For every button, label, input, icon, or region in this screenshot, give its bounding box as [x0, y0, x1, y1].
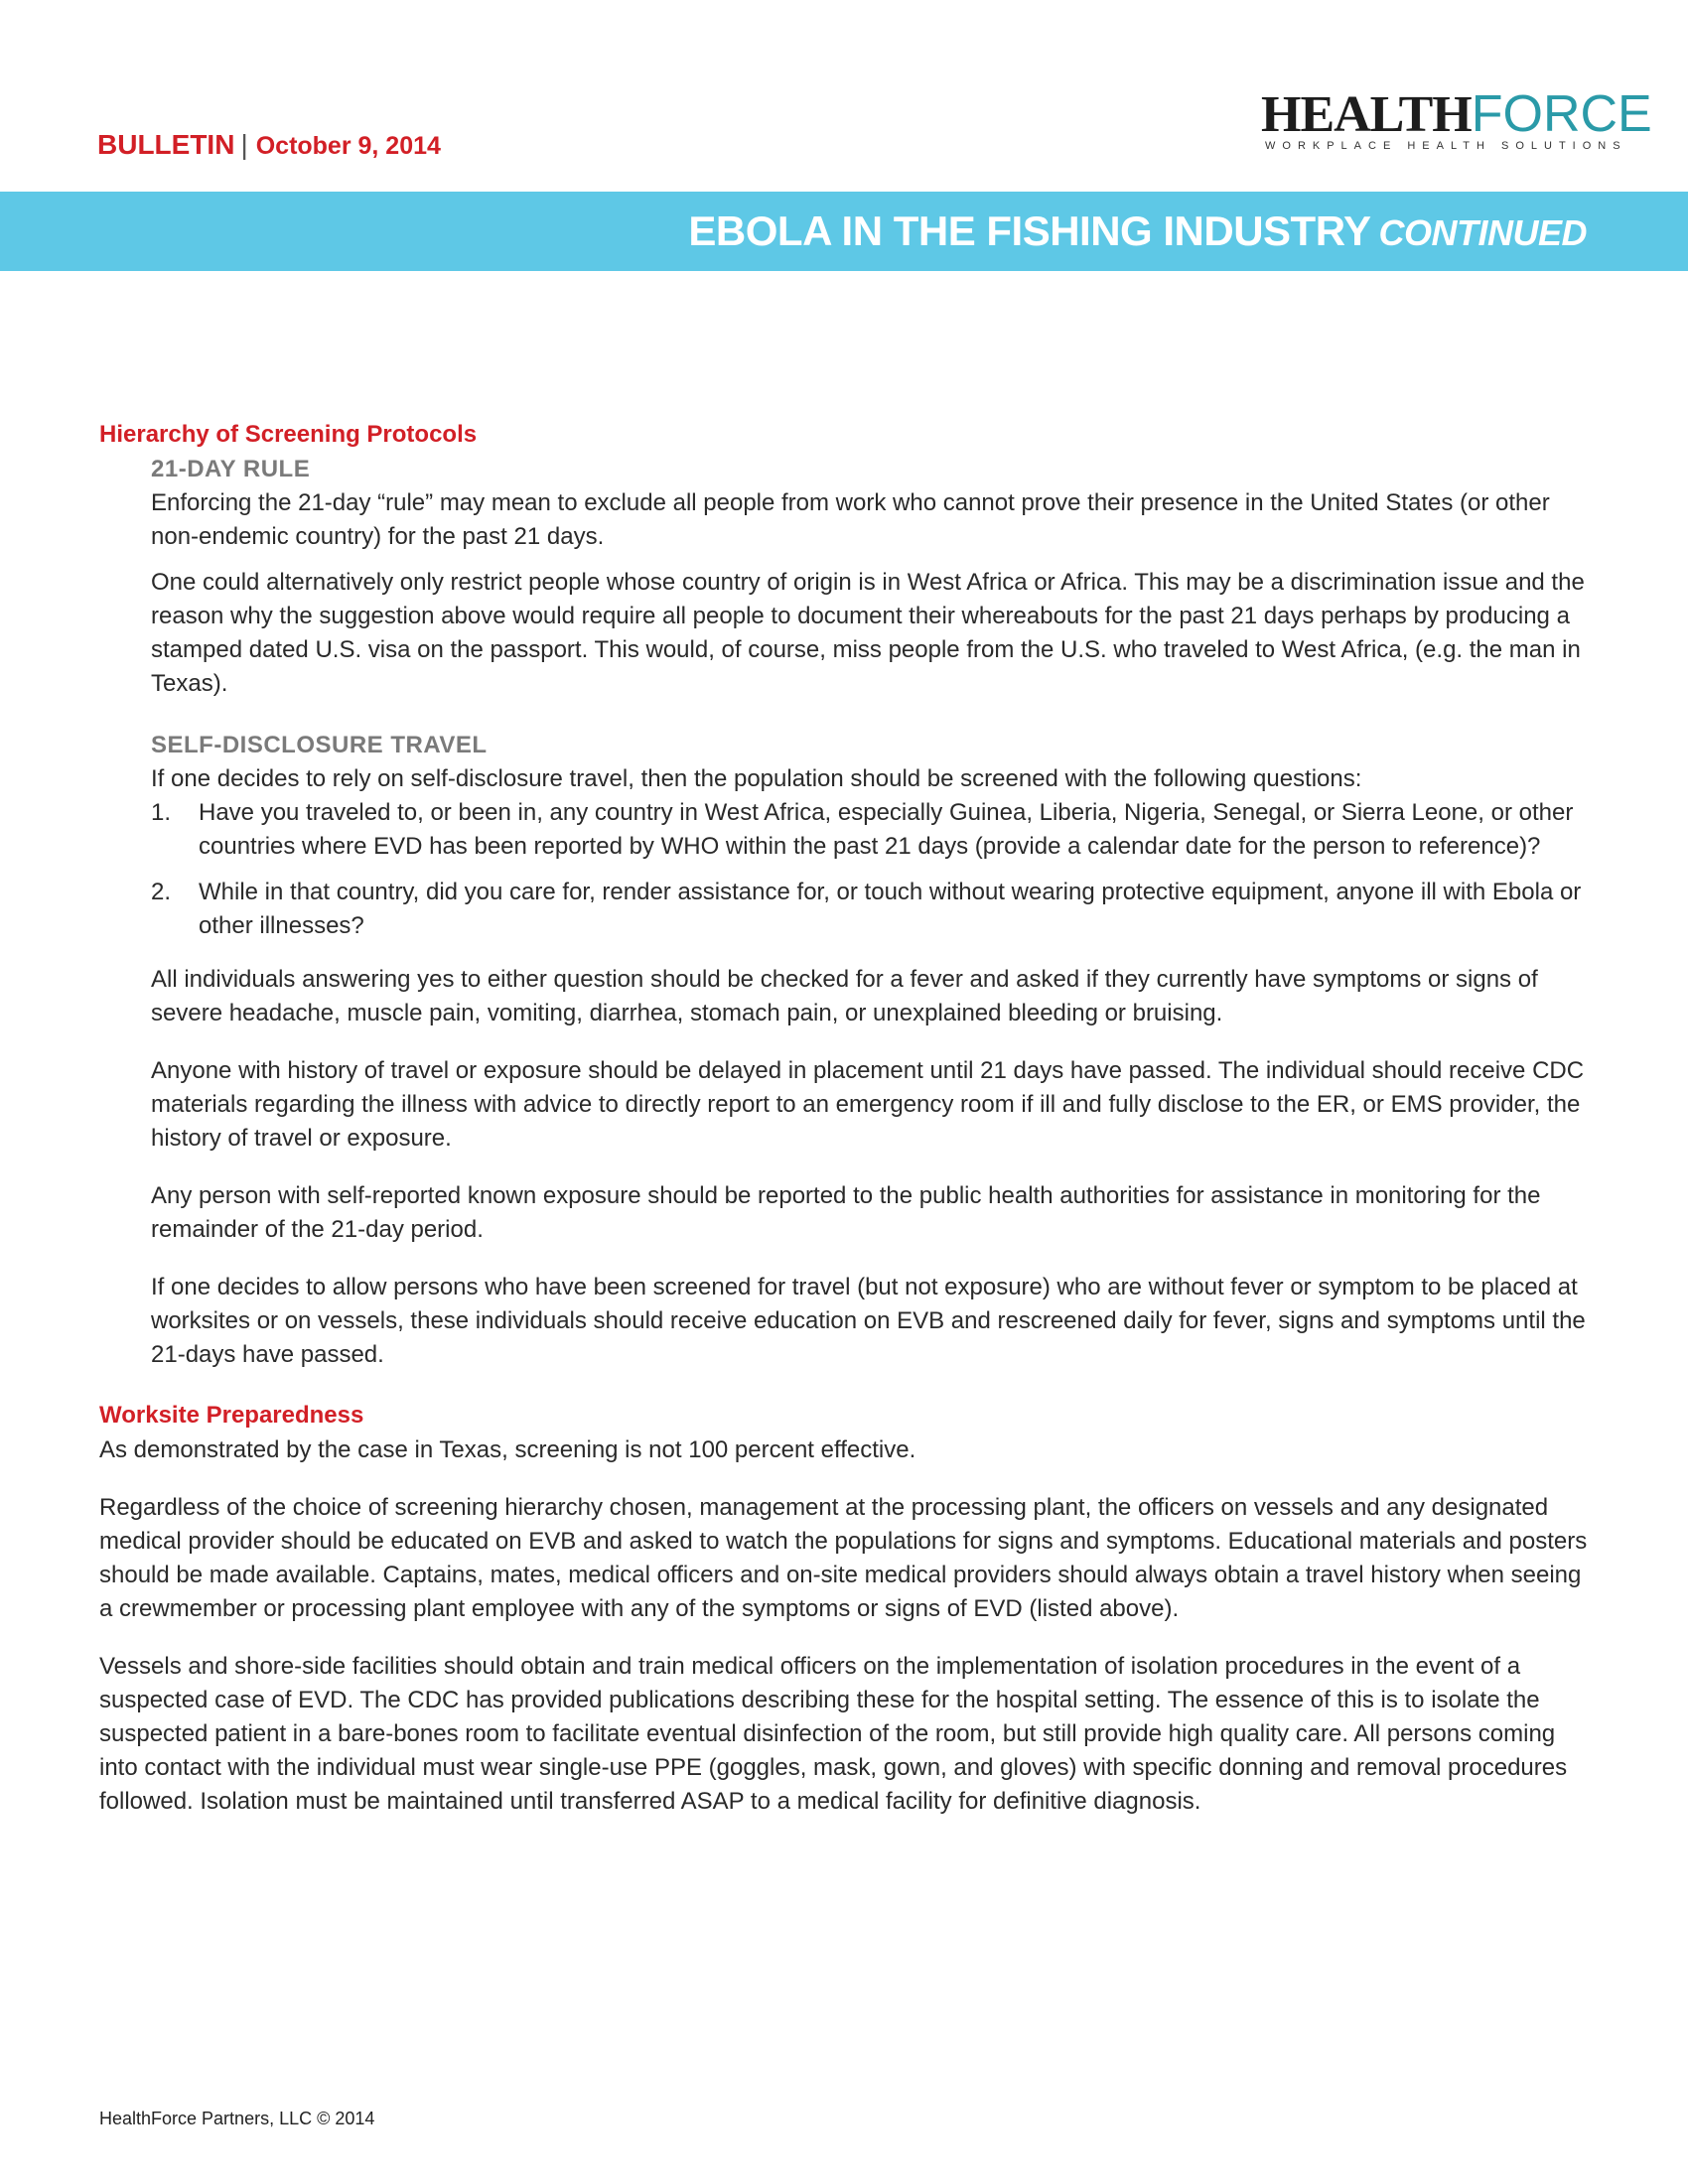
logo-wordmark	[1261, 85, 1652, 143]
screening-questions-list	[99, 796, 1589, 943]
paragraph: If one decides to allow persons who have been screened for travel (but not exposure) who are without fever or symptom to be placed at worksites or on vessels, these individuals should receive education on EVB and rescreened daily for fever, signs and symptoms until the 21-days have passed.	[151, 1274, 1586, 1368]
section-heading-screening: Hierarchy of Screening Protocols	[99, 421, 478, 448]
banner-continued: CONTINUED	[1378, 212, 1587, 253]
paragraph: If one decides to rely on self-disclosure travel, then the population should be screened with the following questions:	[151, 765, 1362, 792]
bulletin-separator: |	[240, 129, 248, 160]
paragraph: Enforcing the 21-day “rule” may mean to exclude all people from work who cannot prove their presence in the United States (or other non-endemic country) for the past 21 days.	[151, 489, 1550, 550]
list-number: 1.	[151, 799, 172, 826]
logo-tagline: WORKPLACE HEALTH SOLUTIONS	[1265, 140, 1627, 152]
list-item	[99, 876, 1589, 943]
page-header	[0, 0, 1688, 189]
banner-title: EBOLA IN THE FISHING INDUSTRY	[688, 207, 1371, 254]
paragraph: Any person with self-reported known exposure should be reported to the public health authorities for assistance in monitoring for the remainder of the 21-day period.	[151, 1182, 1541, 1243]
list-number: 2.	[151, 879, 172, 905]
footer-copyright: HealthForce Partners, LLC © 2014	[99, 2109, 375, 2128]
logo-force-text: FORCE	[1471, 85, 1652, 143]
section-heading-worksite: Worksite Preparedness	[99, 1402, 364, 1429]
paragraph: All individuals answering yes to either question should be checked for a fever and asked if they currently have symptoms or signs of severe headache, muscle pain, vomiting, diarrhea, stomach pain, or unexplained bleeding or bruising.	[151, 966, 1538, 1026]
bulletin-line	[97, 129, 441, 161]
list-item-text: Have you traveled to, or been in, any country in West Africa, especially Guinea, Liberia, Nigeria, Senegal, or Sierra Leone, or other countries where EVD has been reported by WHO within the past 21 days (provide a calendar date for the person to reference)?	[199, 799, 1574, 860]
list-item-text: While in that country, did you care for, render assistance for, or touch without wearing protective equipment, anyone ill with Ebola or other illnesses?	[199, 879, 1582, 939]
paragraph: As demonstrated by the case in Texas, screening is not 100 percent effective.	[99, 1436, 916, 1463]
banner-title-line	[688, 207, 1587, 255]
paragraph: Anyone with history of travel or exposure should be delayed in placement until 21 days have passed. The individual should receive CDC materials regarding the illness with advice to directly report to an emergency room if ill and fully disclose to the ER, or EMS provider, the history of travel or exposure.	[151, 1057, 1585, 1152]
paragraph: One could alternatively only restrict people whose country of origin is in West Africa or Africa. This may be a discrimination issue and the reason why the suggestion above would require all people to document their whereabouts for the past 21 days perhaps by producing a stamped dated U.S. visa on the passport. This would, of course, miss people from the U.S. who traveled to West Africa, (e.g. the man in Texas).	[151, 569, 1585, 697]
bulletin-label: BULLETIN	[97, 129, 235, 160]
bulletin-date: October 9, 2014	[255, 132, 441, 160]
bulletin-body	[99, 421, 1589, 1831]
healthforce-logo	[1261, 85, 1652, 155]
list-item	[99, 796, 1589, 864]
logo-health-text: HEALTH	[1261, 86, 1472, 143]
paragraph: Regardless of the choice of screening hierarchy chosen, management at the processing plant, the officers on vessels and any designated medical provider should be educated on EVB and asked to watch the populations for signs and symptoms. Educational materials and posters should be made available. Captains, mates, medical officers and on-site medical providers should always obtain a travel history when seeing a crewmember or processing plant employee with any of the symptoms or signs of EVD (listed above).	[99, 1494, 1588, 1622]
screening-followup	[151, 963, 1589, 1372]
paragraph: Vessels and shore-side facilities should obtain and train medical officers on the implementation of isolation procedures in the event of a suspected case of EVD. The CDC has provided publications describing these for the hospital setting. The essence of this is to isolate the suspected patient in a bare-bones room to facilitate eventual disinfection of the room, but still provide high quality care. All persons coming into contact with the individual must wear single-use PPE (goggles, mask, gown, and gloves) with specific donning and removal procedures followed. Isolation must be maintained until transferred ASAP to a medical facility for definitive diagnosis.	[99, 1653, 1568, 1815]
subheading-self-disclosure: SELF-DISCLOSURE TRAVEL	[151, 732, 488, 758]
title-banner	[0, 192, 1688, 271]
screening-body	[151, 453, 1589, 796]
subheading-21-day-rule: 21-DAY RULE	[151, 456, 311, 482]
